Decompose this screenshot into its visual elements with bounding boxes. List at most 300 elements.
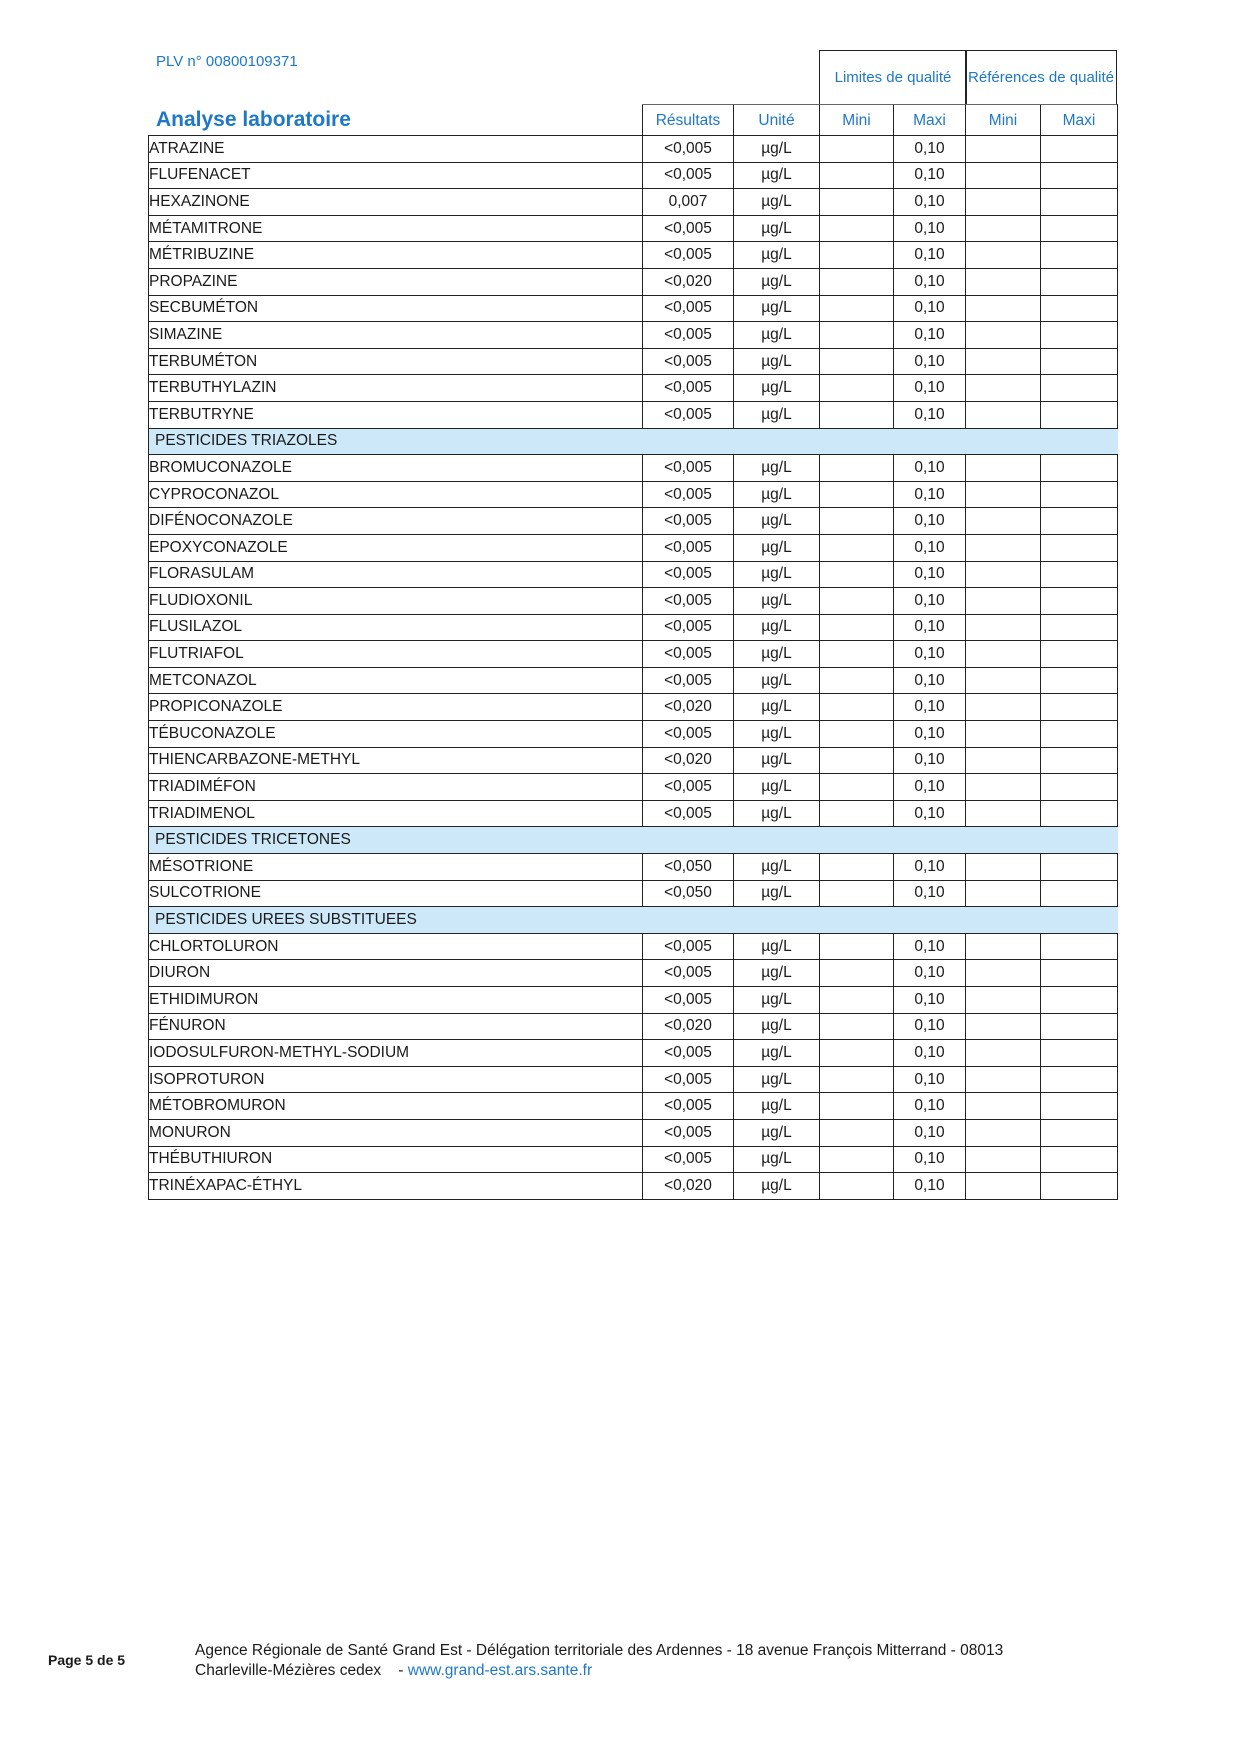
table-row: [149, 960, 1118, 987]
reference-max-cell: [1041, 1173, 1118, 1200]
unit-cell: µg/L: [734, 561, 820, 588]
table-row: [149, 987, 1118, 1014]
reference-max-cell: [1041, 375, 1118, 402]
reference-min-cell: [966, 1013, 1041, 1040]
limit-min-cell: [820, 774, 894, 801]
parameter-name-cell: THIENCARBAZONE-METHYL: [149, 747, 643, 774]
reference-max-cell: [1041, 854, 1118, 881]
table-row: [149, 694, 1118, 721]
limit-max-cell: 0,10: [894, 1040, 966, 1067]
unit-cell: µg/L: [734, 375, 820, 402]
reference-max-cell: [1041, 189, 1118, 216]
limit-max-cell: 0,10: [894, 215, 966, 242]
parameter-name-cell: TERBUTHYLAZIN: [149, 375, 643, 402]
result-cell: <0,005: [643, 960, 734, 987]
table-row: [149, 933, 1118, 960]
limit-min-cell: [820, 242, 894, 269]
unit-cell: µg/L: [734, 933, 820, 960]
limit-max-cell: 0,10: [894, 375, 966, 402]
reference-min-cell: [966, 933, 1041, 960]
limit-max-cell: 0,10: [894, 561, 966, 588]
table-row: [149, 375, 1118, 402]
reference-min-cell: [966, 295, 1041, 322]
reference-max-cell: [1041, 455, 1118, 482]
table-row: [149, 508, 1118, 535]
result-cell: <0,005: [643, 136, 734, 163]
limit-min-cell: [820, 375, 894, 402]
result-cell: <0,005: [643, 1040, 734, 1067]
limit-max-cell: 0,10: [894, 189, 966, 216]
limit-min-cell: [820, 136, 894, 163]
parameter-name-cell: TÉBUCONAZOLE: [149, 721, 643, 748]
table-row: [149, 854, 1118, 881]
results-table: [148, 135, 1118, 1200]
reference-min-cell: [966, 268, 1041, 295]
limit-max-cell: 0,10: [894, 401, 966, 428]
result-cell: <0,005: [643, 215, 734, 242]
reference-min-cell: [966, 987, 1041, 1014]
table-row: [149, 614, 1118, 641]
table-row: [149, 1066, 1118, 1093]
limit-min-cell: [820, 322, 894, 349]
limit-max-cell: 0,10: [894, 721, 966, 748]
reference-max-cell: [1041, 667, 1118, 694]
parameter-name-cell: MÉSOTRIONE: [149, 854, 643, 881]
table-row: [149, 667, 1118, 694]
result-cell: <0,020: [643, 1013, 734, 1040]
limit-min-cell: [820, 508, 894, 535]
reference-max-cell: [1041, 588, 1118, 615]
result-cell: <0,005: [643, 1119, 734, 1146]
limit-min-cell: [820, 667, 894, 694]
limit-min-cell: [820, 534, 894, 561]
limit-max-cell: 0,10: [894, 481, 966, 508]
parameter-name-cell: SECBUMÉTON: [149, 295, 643, 322]
parameter-name-cell: THÉBUTHIURON: [149, 1146, 643, 1173]
website-link[interactable]: www.grand-est.ars.sante.fr: [407, 1662, 593, 1679]
limit-max-cell: 0,10: [894, 641, 966, 668]
limit-max-cell: 0,10: [894, 1093, 966, 1120]
limit-max-cell: 0,10: [894, 242, 966, 269]
limit-min-cell: [820, 268, 894, 295]
table-row: [149, 242, 1118, 269]
limit-min-cell: [820, 215, 894, 242]
limit-max-cell: 0,10: [894, 322, 966, 349]
category-label: PESTICIDES TRICETONES: [149, 827, 1118, 854]
category-row: [149, 428, 1118, 455]
unit-cell: µg/L: [734, 721, 820, 748]
limit-max-cell: 0,10: [894, 1173, 966, 1200]
quality-references-header: [965, 50, 1117, 104]
limit-min-cell: [820, 1093, 894, 1120]
table-row: [149, 136, 1118, 163]
reference-max-cell: [1041, 322, 1118, 349]
result-cell: <0,050: [643, 880, 734, 907]
reference-max-cell: [1041, 800, 1118, 827]
quality-references-label: Références de qualité: [968, 69, 1114, 86]
limit-min-cell: [820, 1173, 894, 1200]
reference-min-cell: [966, 508, 1041, 535]
table-row: [149, 322, 1118, 349]
limit-min-cell: [820, 854, 894, 881]
reference-max-cell: [1041, 561, 1118, 588]
limit-min-cell: [820, 1040, 894, 1067]
limit-max-cell: 0,10: [894, 933, 966, 960]
limit-max-cell: 0,10: [894, 614, 966, 641]
limit-max-cell: 0,10: [894, 455, 966, 482]
unit-cell: µg/L: [734, 401, 820, 428]
reference-max-cell: [1041, 215, 1118, 242]
limit-max-cell: 0,10: [894, 508, 966, 535]
parameter-name-cell: PROPICONAZOLE: [149, 694, 643, 721]
limit-max-cell: 0,10: [894, 1066, 966, 1093]
column-header-reference-max: Maxi: [1041, 105, 1118, 137]
reference-min-cell: [966, 694, 1041, 721]
result-cell: <0,005: [643, 295, 734, 322]
reference-max-cell: [1041, 1146, 1118, 1173]
reference-min-cell: [966, 162, 1041, 189]
result-cell: <0,005: [643, 534, 734, 561]
unit-cell: µg/L: [734, 588, 820, 615]
limit-max-cell: 0,10: [894, 136, 966, 163]
unit-cell: µg/L: [734, 348, 820, 375]
parameter-name-cell: EPOXYCONAZOLE: [149, 534, 643, 561]
table-row: [149, 401, 1118, 428]
reference-min-cell: [966, 375, 1041, 402]
parameter-name-cell: FLUTRIAFOL: [149, 641, 643, 668]
result-cell: <0,005: [643, 162, 734, 189]
result-cell: <0,020: [643, 268, 734, 295]
result-cell: <0,005: [643, 1093, 734, 1120]
result-cell: <0,005: [643, 561, 734, 588]
category-row: [149, 827, 1118, 854]
result-cell: <0,005: [643, 242, 734, 269]
table-row: [149, 800, 1118, 827]
table-row: [149, 1093, 1118, 1120]
reference-max-cell: [1041, 933, 1118, 960]
table-row: [149, 747, 1118, 774]
reference-min-cell: [966, 455, 1041, 482]
result-cell: <0,005: [643, 614, 734, 641]
reference-max-cell: [1041, 987, 1118, 1014]
reference-max-cell: [1041, 1040, 1118, 1067]
category-label: PESTICIDES TRIAZOLES: [149, 428, 1118, 455]
reference-max-cell: [1041, 295, 1118, 322]
reference-min-cell: [966, 215, 1041, 242]
unit-cell: µg/L: [734, 162, 820, 189]
category-label: PESTICIDES UREES SUBSTITUEES: [149, 907, 1118, 934]
reference-min-cell: [966, 242, 1041, 269]
reference-min-cell: [966, 960, 1041, 987]
result-cell: <0,005: [643, 721, 734, 748]
result-cell: <0,005: [643, 508, 734, 535]
result-cell: <0,005: [643, 933, 734, 960]
limit-min-cell: [820, 800, 894, 827]
limit-min-cell: [820, 588, 894, 615]
parameter-name-cell: ISOPROTURON: [149, 1066, 643, 1093]
reference-max-cell: [1041, 1066, 1118, 1093]
unit-cell: µg/L: [734, 455, 820, 482]
footer-line-2: [195, 1661, 1003, 1681]
parameter-name-cell: FLORASULAM: [149, 561, 643, 588]
footer-line-2-text: Charleville-Mézières cedex -: [195, 1662, 408, 1679]
limit-max-cell: 0,10: [894, 800, 966, 827]
reference-max-cell: [1041, 508, 1118, 535]
limit-max-cell: 0,10: [894, 162, 966, 189]
unit-cell: µg/L: [734, 960, 820, 987]
unit-cell: µg/L: [734, 1173, 820, 1200]
limit-max-cell: 0,10: [894, 774, 966, 801]
limit-min-cell: [820, 481, 894, 508]
parameter-name-cell: TRIADIMÉFON: [149, 774, 643, 801]
limit-min-cell: [820, 1013, 894, 1040]
limit-min-cell: [820, 614, 894, 641]
unit-cell: µg/L: [734, 774, 820, 801]
reference-min-cell: [966, 322, 1041, 349]
parameter-name-cell: HEXAZINONE: [149, 189, 643, 216]
reference-max-cell: [1041, 348, 1118, 375]
result-cell: <0,050: [643, 854, 734, 881]
limit-min-cell: [820, 189, 894, 216]
table-row: [149, 1146, 1118, 1173]
column-header-limit-max: Maxi: [894, 105, 966, 137]
parameter-name-cell: SIMAZINE: [149, 322, 643, 349]
limit-min-cell: [820, 933, 894, 960]
result-cell: <0,005: [643, 987, 734, 1014]
unit-cell: µg/L: [734, 189, 820, 216]
reference-min-cell: [966, 481, 1041, 508]
unit-cell: µg/L: [734, 694, 820, 721]
table-row: [149, 880, 1118, 907]
limit-max-cell: 0,10: [894, 534, 966, 561]
parameter-name-cell: TERBUMÉTON: [149, 348, 643, 375]
unit-cell: µg/L: [734, 641, 820, 668]
reference-min-cell: [966, 1093, 1041, 1120]
column-header-row: [642, 104, 1118, 136]
table-row: [149, 561, 1118, 588]
unit-cell: µg/L: [734, 1066, 820, 1093]
limit-max-cell: 0,10: [894, 295, 966, 322]
unit-cell: µg/L: [734, 268, 820, 295]
reference-max-cell: [1041, 1093, 1118, 1120]
unit-cell: µg/L: [734, 481, 820, 508]
reference-min-cell: [966, 854, 1041, 881]
parameter-name-cell: METCONAZOL: [149, 667, 643, 694]
column-header-reference-min: Mini: [966, 105, 1041, 137]
table-row: [149, 162, 1118, 189]
unit-cell: µg/L: [734, 508, 820, 535]
reference-min-cell: [966, 401, 1041, 428]
reference-min-cell: [966, 1173, 1041, 1200]
reference-min-cell: [966, 774, 1041, 801]
parameter-name-cell: FÉNURON: [149, 1013, 643, 1040]
result-cell: <0,020: [643, 694, 734, 721]
table-row: [149, 348, 1118, 375]
result-cell: <0,005: [643, 1066, 734, 1093]
reference-min-cell: [966, 534, 1041, 561]
limit-max-cell: 0,10: [894, 268, 966, 295]
reference-max-cell: [1041, 268, 1118, 295]
unit-cell: µg/L: [734, 1146, 820, 1173]
parameter-name-cell: TRIADIMENOL: [149, 800, 643, 827]
reference-min-cell: [966, 880, 1041, 907]
reference-min-cell: [966, 348, 1041, 375]
reference-max-cell: [1041, 774, 1118, 801]
reference-max-cell: [1041, 242, 1118, 269]
reference-max-cell: [1041, 747, 1118, 774]
column-header-unit: Unité: [734, 105, 820, 137]
table-row: [149, 774, 1118, 801]
quality-limits-label: Limites de qualité: [834, 69, 952, 86]
unit-cell: µg/L: [734, 800, 820, 827]
table-row: [149, 189, 1118, 216]
column-header-results: Résultats: [643, 105, 734, 137]
limit-min-cell: [820, 1119, 894, 1146]
result-cell: 0,007: [643, 189, 734, 216]
parameter-name-cell: CYPROCONAZOL: [149, 481, 643, 508]
unit-cell: µg/L: [734, 614, 820, 641]
parameter-name-cell: BROMUCONAZOLE: [149, 455, 643, 482]
limit-max-cell: 0,10: [894, 854, 966, 881]
unit-cell: µg/L: [734, 534, 820, 561]
reference-min-cell: [966, 1066, 1041, 1093]
reference-min-cell: [966, 721, 1041, 748]
result-cell: <0,005: [643, 348, 734, 375]
result-cell: <0,005: [643, 774, 734, 801]
reference-max-cell: [1041, 534, 1118, 561]
result-cell: <0,005: [643, 667, 734, 694]
limit-min-cell: [820, 348, 894, 375]
parameter-name-cell: FLUFENACET: [149, 162, 643, 189]
limit-min-cell: [820, 880, 894, 907]
reference-max-cell: [1041, 136, 1118, 163]
parameter-name-cell: IODOSULFURON-METHYL-SODIUM: [149, 1040, 643, 1067]
limit-min-cell: [820, 1146, 894, 1173]
parameter-name-cell: TERBUTRYNE: [149, 401, 643, 428]
unit-cell: µg/L: [734, 242, 820, 269]
result-cell: <0,005: [643, 1146, 734, 1173]
result-cell: <0,005: [643, 588, 734, 615]
table-row: [149, 455, 1118, 482]
limit-min-cell: [820, 987, 894, 1014]
reference-min-cell: [966, 641, 1041, 668]
results-table-body: [149, 136, 1118, 1200]
result-cell: <0,005: [643, 800, 734, 827]
reference-max-cell: [1041, 162, 1118, 189]
unit-cell: µg/L: [734, 1013, 820, 1040]
limit-max-cell: 0,10: [894, 1146, 966, 1173]
reference-min-cell: [966, 800, 1041, 827]
limit-max-cell: 0,10: [894, 694, 966, 721]
unit-cell: µg/L: [734, 747, 820, 774]
table-row: [149, 1040, 1118, 1067]
unit-cell: µg/L: [734, 880, 820, 907]
footer-address: [195, 1641, 1003, 1681]
quality-limits-header: [819, 50, 967, 104]
unit-cell: µg/L: [734, 322, 820, 349]
reference-min-cell: [966, 667, 1041, 694]
parameter-name-cell: FLUSILAZOL: [149, 614, 643, 641]
reference-max-cell: [1041, 641, 1118, 668]
limit-max-cell: 0,10: [894, 1013, 966, 1040]
unit-cell: µg/L: [734, 854, 820, 881]
limit-min-cell: [820, 162, 894, 189]
parameter-name-cell: CHLORTOLURON: [149, 933, 643, 960]
unit-cell: µg/L: [734, 136, 820, 163]
parameter-name-cell: FLUDIOXONIL: [149, 588, 643, 615]
reference-max-cell: [1041, 401, 1118, 428]
table-row: [149, 215, 1118, 242]
reference-min-cell: [966, 1119, 1041, 1146]
limit-min-cell: [820, 960, 894, 987]
unit-cell: µg/L: [734, 987, 820, 1014]
category-row: [149, 907, 1118, 934]
unit-cell: µg/L: [734, 1093, 820, 1120]
table-row: [149, 295, 1118, 322]
parameter-name-cell: MÉTRIBUZINE: [149, 242, 643, 269]
limit-min-cell: [820, 295, 894, 322]
reference-max-cell: [1041, 614, 1118, 641]
limit-min-cell: [820, 455, 894, 482]
parameter-name-cell: SULCOTRIONE: [149, 880, 643, 907]
reference-min-cell: [966, 588, 1041, 615]
table-row: [149, 268, 1118, 295]
limit-max-cell: 0,10: [894, 667, 966, 694]
reference-min-cell: [966, 136, 1041, 163]
reference-min-cell: [966, 747, 1041, 774]
unit-cell: µg/L: [734, 215, 820, 242]
limit-min-cell: [820, 747, 894, 774]
table-row: [149, 1119, 1118, 1146]
parameter-name-cell: MÉTOBROMURON: [149, 1093, 643, 1120]
parameter-name-cell: MONURON: [149, 1119, 643, 1146]
limit-min-cell: [820, 694, 894, 721]
unit-cell: µg/L: [734, 295, 820, 322]
reference-min-cell: [966, 1146, 1041, 1173]
limit-max-cell: 0,10: [894, 987, 966, 1014]
table-row: [149, 1013, 1118, 1040]
parameter-name-cell: ETHIDIMURON: [149, 987, 643, 1014]
limit-min-cell: [820, 561, 894, 588]
result-cell: <0,005: [643, 322, 734, 349]
table-row: [149, 721, 1118, 748]
result-cell: <0,005: [643, 455, 734, 482]
parameter-name-cell: MÉTAMITRONE: [149, 215, 643, 242]
reference-max-cell: [1041, 1119, 1118, 1146]
limit-min-cell: [820, 721, 894, 748]
limit-max-cell: 0,10: [894, 880, 966, 907]
reference-min-cell: [966, 561, 1041, 588]
result-cell: <0,005: [643, 401, 734, 428]
reference-min-cell: [966, 614, 1041, 641]
result-cell: <0,020: [643, 747, 734, 774]
result-cell: <0,020: [643, 1173, 734, 1200]
reference-max-cell: [1041, 481, 1118, 508]
reference-min-cell: [966, 189, 1041, 216]
column-header-limit-min: Mini: [820, 105, 894, 137]
table-row: [149, 1173, 1118, 1200]
limit-max-cell: 0,10: [894, 747, 966, 774]
table-row: [149, 481, 1118, 508]
sample-reference: PLV n° 00800109371: [156, 53, 298, 70]
reference-max-cell: [1041, 880, 1118, 907]
table-row: [149, 534, 1118, 561]
parameter-name-cell: DIURON: [149, 960, 643, 987]
limit-max-cell: 0,10: [894, 348, 966, 375]
parameter-name-cell: DIFÉNOCONAZOLE: [149, 508, 643, 535]
limit-min-cell: [820, 641, 894, 668]
reference-max-cell: [1041, 694, 1118, 721]
